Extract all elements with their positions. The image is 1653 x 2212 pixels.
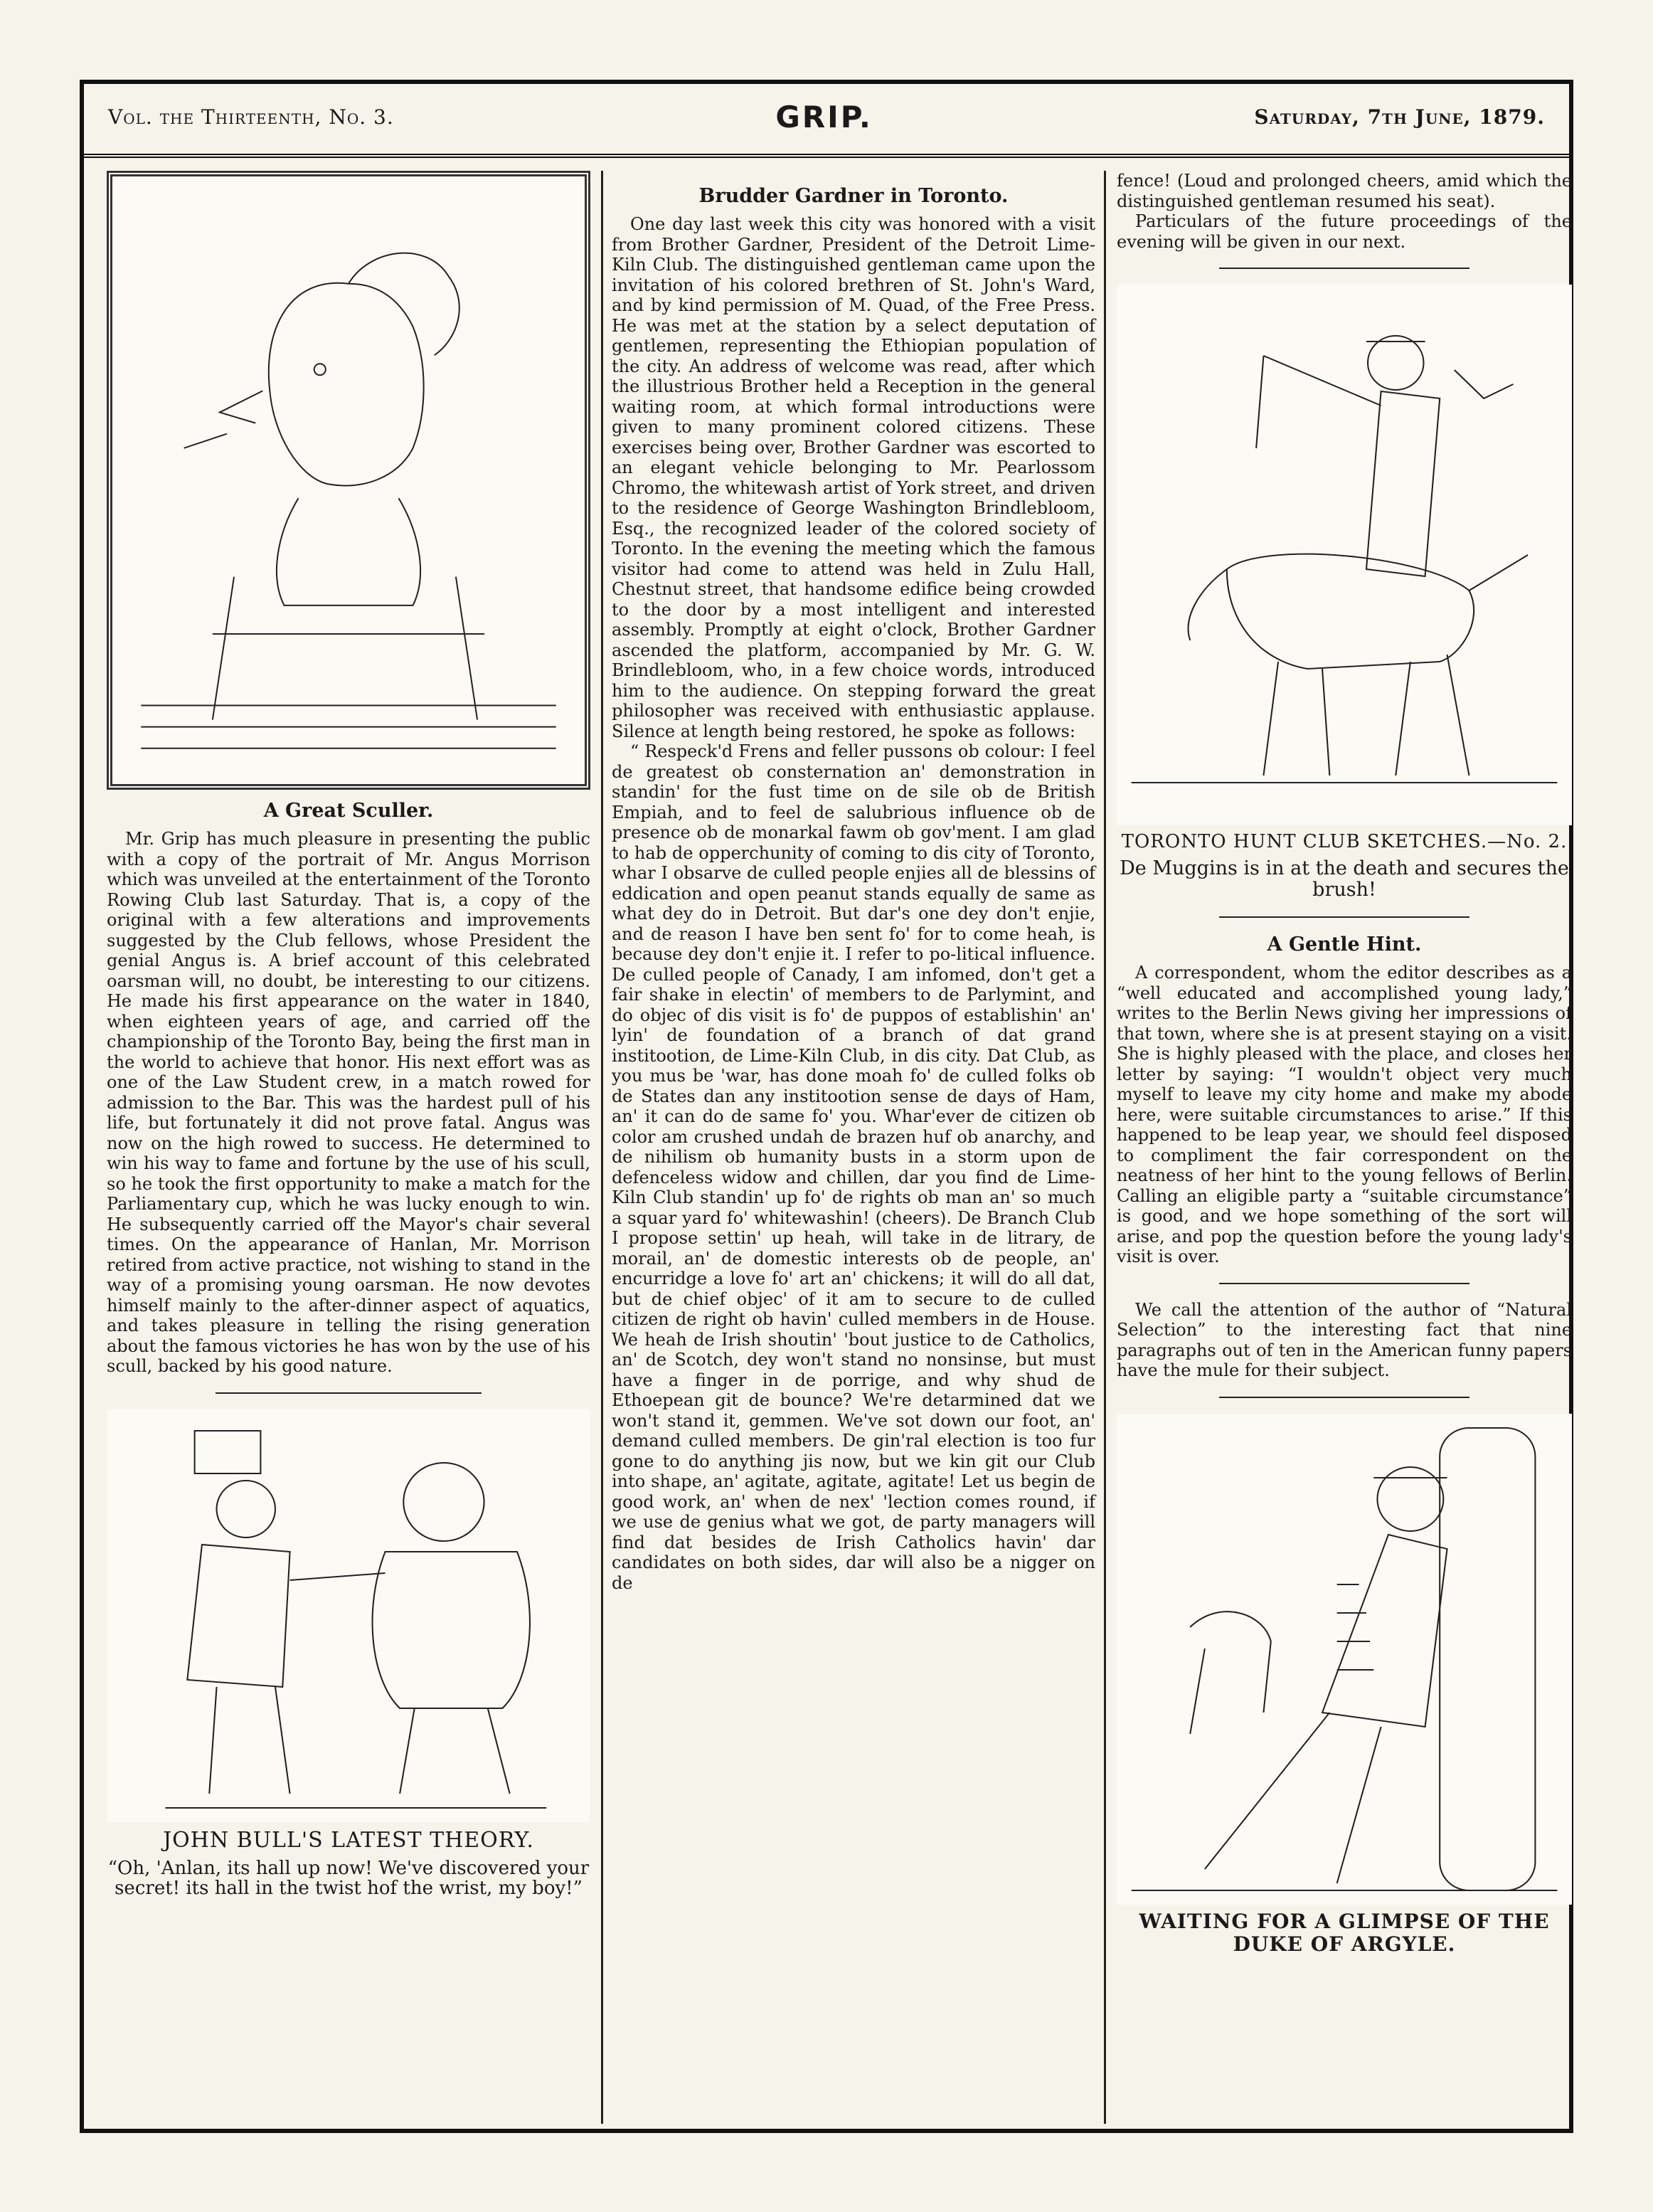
argyle-illustration [1117,1414,1572,1905]
volume-number: Vol. the Thirteenth, No. 3. [108,105,394,129]
column-1 [107,171,590,1901]
gardner-article-body: One day last week this city was honored with a visit from Brother Gardner, President of the Detroit Lime-Kiln Club. The distinguished gentleman came upon the invitation of his colored brethren of St. John's Ward, and by kind permission of M. Quad, of the Free Press. He was met at the station by a select deputation of gentlemen, representing the Ethiopian population of the city. An address of welcome was read, after which the illustrious Brother held a Reception in the general waiting room, at which formal introductions were given to many prominent colored citizens. These exercises being over, Brother Gardner was escorted to an elegant vehicle belonging to Mr. Pearlossom Chromo, the whitewash artist of York street, and driven to the residence of George Washington Brindlebloom, Esq., the recognized leader of the colored society of Toronto. In the evening the meeting which the famous visitor had come to attend was held in Zulu Hall, Chestnut street, that handsome edifice being crowded to the door by a most intelligent and interested assembly. Promptly at eight o'clock, Brother Gardner ascended the platform, accompanied by Mr. G. W. Brindlebloom, who, in a few choice words, introduced him to the audience. On stepping forward the great philosopher was received with enthusiastic applause. Silence at length being restored, he spoke as follows: [612,214,1095,741]
issue-date: Saturday, 7th June, 1879. [1254,105,1545,129]
argyle-caption: WAITING FOR A GLIMPSE OF THE DUKE OF ARGYLE. [1139,1909,1550,1956]
section-divider [1219,1283,1469,1284]
sculler-headline: A Great Sculler. [263,800,434,822]
sculler-article-body: Mr. Grip has much pleasure in presenting the public with a copy of the portrait of Mr. Angus Morrison which was unveiled at the entertainment of the Toronto Rowing Club last Saturday. That is, a copy of the original with a few alterations and improvements suggested by the Club fellows, whose President the genial Angus is. A brief account of this celebrated oarsman will, no doubt, be interesting to our citizens. He made his first appearance on the water in 1840, when eighteen years of age, and carried off the championship of the Toronto Bay, being the first man in the world to achieve that honor. His next effort was as one of the Law Student crew, in a match rowed for admission to the Bar. This was the hardest pull of his life, but fortunately it did not prove fatal. Angus was now on the high rowed to success. He determined to win his way to fame and fortune by the use of his scull, so he took the first opportunity to make a match for the Parliamentary cup, which he was lucky enough to win. He subsequently carried off the Mayor's chair several times. On the appearance of Hanlan, Mr. Morrison retired from active practice, not wishing to stand in the way of a promising young oarsman. He now devotes himself mainly to the after-dinner aspect of aquatics, and takes pleasure in telling the rising generation about the famous victories he has won by the use of his scull, backed by his good nature. [107,829,590,1376]
hunt-club-illustration [1117,285,1572,825]
gardner-headline: Brudder Gardner in Toronto. [698,185,1009,207]
section-divider [1219,916,1469,918]
masthead [80,80,1573,158]
section-divider [1219,1397,1469,1398]
gentle-hint-headline: A Gentle Hint. [1267,933,1422,956]
section-divider [1219,268,1469,269]
publication-title: GRIP. [775,99,873,134]
column-divider [1104,171,1106,2124]
john-bull-illustration [107,1409,590,1822]
sculler-portrait-illustration [107,171,590,790]
hunt-club-caption: TORONTO HUNT CLUB SKETCHES.—No. 2. [1121,831,1568,852]
john-bull-caption: JOHN BULL'S LATEST THEORY. [163,1827,534,1853]
gentle-hint-body: A correspondent, whom the editor describes as a “well educated and accomplished young lady,” writes to the Berlin News giving her impressions of that town, where she is at present staying on a visit. She is highly pleased with the place, and closes her letter by saying: “I wouldn't object very much myself to leave my city home and make my abode here, were suitable circumstances to arise.” If this happened to be leap year, we should feel disposed to compliment the fair correspondent on the neatness of her hint to the young fellows of Berlin. Calling an eligible party a “suitable circumstance” is good, and we hope something of the sort will arise, and pop the question before the young lady's visit is over. [1117,963,1572,1266]
gardner-speech: “ Respeck'd Frens and feller pussons ob colour: I feel de greatest ob consternation an' demonstration in standin' for the fust time on de sile ob de British Empiah, and to feel de salubrious influence ob de presence ob de monarkal fawm ob gov'ment. I am glad to hab de opperchunity of coming to dis city of Toronto, whar I obsarve de culled people enjies all de blessins of eddication and open peanut stands equally de same as what dey do in Detroit. But dar's one dey don't enjie, and de reason I have ben sent fo' for to come heah, is because dey don't enjie it. I refer to po-litical influence. De culled people of Canady, I am infomed, don't get a fair shake in electin' of members to de Parlymint, and do objec of dis visit is fo' de puppos of establishin' an' lyin' de foundation of a branch of dat grand institootion, de Lime-Kiln Club, in dis city. Dat Club, as you mus be 'war, has done moah fo' de culled folks ob de States dan any institootion sense de days of Ham, an' it can do de same fo' you. Whar'ever de citizen ob color am crushed undah de brazen huf ob anarchy, and de nihilism ob humanity busts in a storm upon de defenceless widow and chillen, dar you find de Lime-Kiln Club standin' up fo' de rights ob man an' so much a squar yard fo' whitewashin! (cheers). De Branch Club I propose settin' up heah, will take in de litrary, de morail, an' de domestic interests ob de people, an' encurridge a love fo' art an' chickens; it will do all dat, but de chief objec' of it am to secure to de culled citizen de right ob havin' culled members in de House. We heah de Irish shoutin' 'bout justice to de Catholics, an' de Scotch, dey won't stand no nonsinse, but must have a finger in de porrige, and why shud de Ethoepean git de bounce? We're detarmined dat we won't stand it, gemmen. We've sot down our foot, an' demand culled members. De gin'ral election is too fur gone to do anything jis now, but we kin git our Club into shape, an' agitate, agitate, agitate! Let us begin de good work, an' when de nex' 'lection comes round, if we use de genius what we got, de party managers will find dat besides de Irish Catholics havin' dar candidates on both sides, dar will also be a nigger on de [612,741,1095,1593]
section-divider [216,1392,482,1394]
particulars-note: Particulars of the future proceedings of the evening will be given in our next. [1117,211,1572,252]
john-bull-quote: “Oh, 'Anlan, its hall up now! We've discovered your secret! its hall in the twist hof the wrist, my boy!” [107,1857,590,1899]
column-2 [612,171,1095,1593]
hunt-club-subcaption: De Muggins is in at the death and secures the brush! [1120,857,1569,901]
column-divider [601,171,603,2124]
natural-selection-note: We call the attention of the author of “Natural Selection” to the interesting fact that nine paragraphs out of ten in the American funny papers have the mule for their subject. [1117,1299,1572,1380]
column-3 [1117,171,1572,1962]
speech-continued: fence! (Loud and prolonged cheers, amid which the distinguished gentleman resumed his seat). [1117,171,1572,211]
